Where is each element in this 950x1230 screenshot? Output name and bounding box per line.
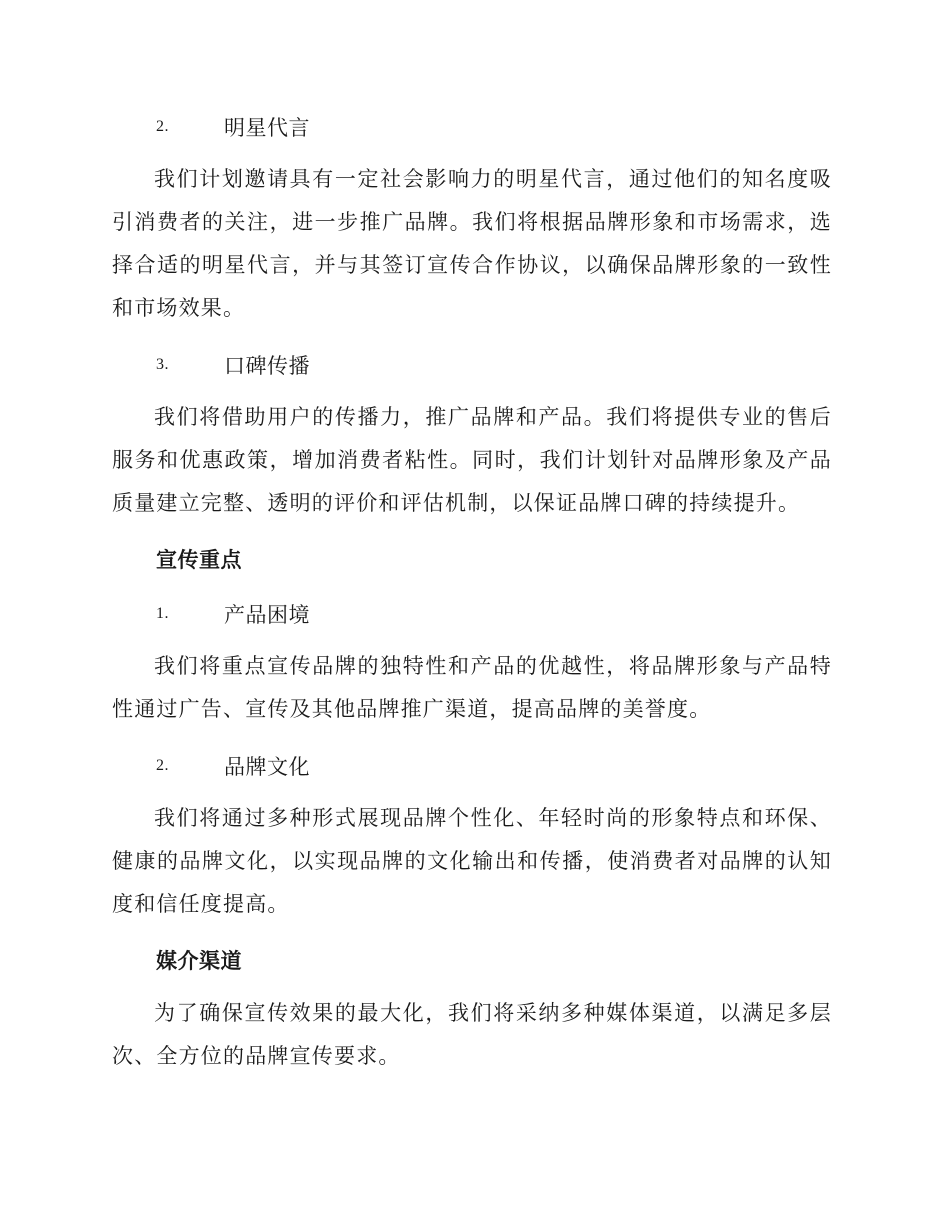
list-item-brand-culture xyxy=(112,743,832,789)
paragraph-product: 我们将重点宣传品牌的独特性和产品的优越性，将品牌形象与产品特性通过广告、宣传及其他品牌推广渠道，提高品牌的美誉度。 xyxy=(112,654,832,721)
list-number: 2. xyxy=(156,757,169,774)
list-item-product xyxy=(112,591,832,637)
list-title: 品牌文化 xyxy=(224,755,310,779)
list-title: 明星代言 xyxy=(224,116,310,140)
paragraph-brand-culture: 我们将通过多种形式展现品牌个性化、年轻时尚的形象特点和环保、健康的品牌文化，以实现品牌的文化输出和传播，使消费者对品牌的认知度和信任度提高。 xyxy=(112,806,832,916)
list-title: 产品困境 xyxy=(224,603,310,627)
list-title: 口碑传播 xyxy=(224,354,310,378)
list-item-word-of-mouth xyxy=(112,342,832,388)
list-item-celebrity-endorsement xyxy=(112,104,832,150)
paragraph-word-of-mouth: 我们将借助用户的传播力，推广品牌和产品。我们将提供专业的售后服务和优惠政策，增加消费者粘性。同时，我们计划针对品牌形象及产品质量建立完整、透明的评价和评估机制，以保证品牌口碑的持续提升。 xyxy=(112,405,832,515)
list-number: 3. xyxy=(156,356,169,373)
document-body xyxy=(112,104,832,1078)
paragraph-media-channels: 为了确保宣传效果的最大化，我们将采纳多种媒体渠道，以满足多层次、全方位的品牌宣传要求。 xyxy=(112,1001,832,1068)
section-heading-promotion-focus: 宣传重点 xyxy=(156,548,242,572)
section-heading-media-channels: 媒介渠道 xyxy=(156,949,242,973)
paragraph-celebrity-endorsement: 我们计划邀请具有一定社会影响力的明星代言，通过他们的知名度吸引消费者的关注，进一步推广品牌。我们将根据品牌形象和市场需求，选择合适的明星代言，并与其签订宣传合作协议，以确保品牌形象的一致性和市场效果。 xyxy=(112,167,832,320)
list-number: 2. xyxy=(156,118,169,135)
list-number: 1. xyxy=(156,605,169,622)
